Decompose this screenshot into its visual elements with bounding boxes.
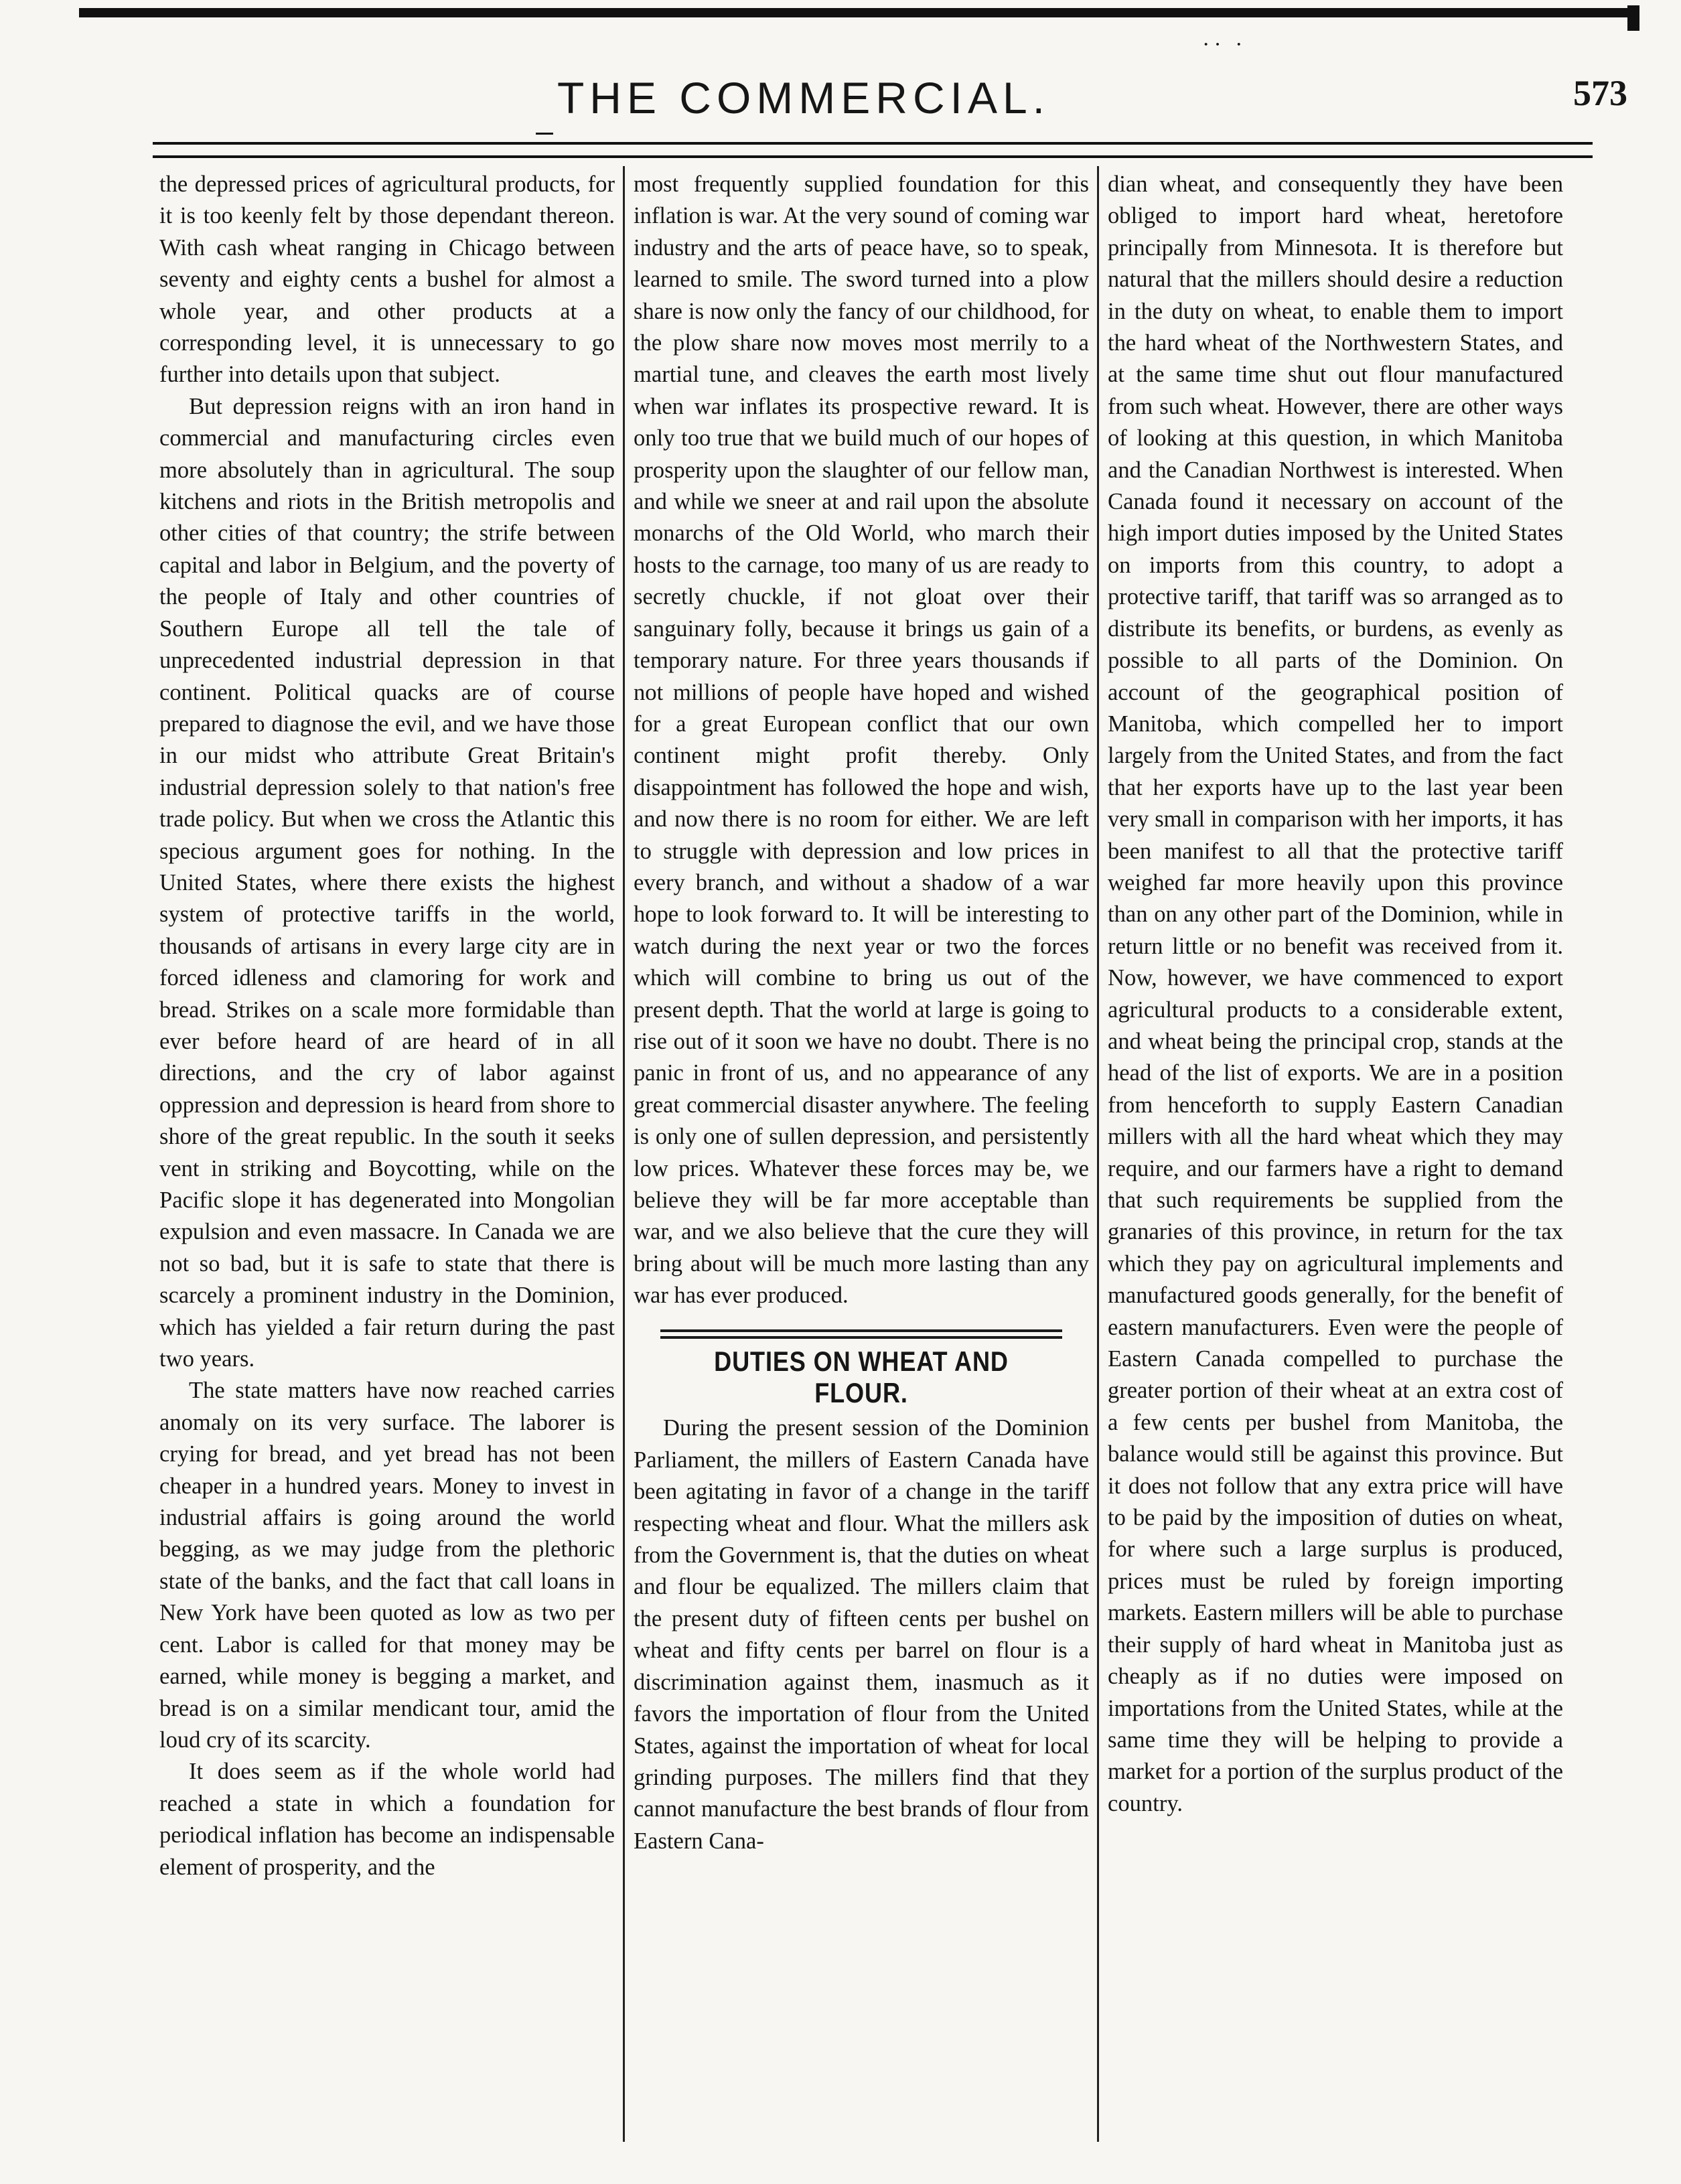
masthead-mark [536, 133, 553, 135]
paragraph: dian wheat, and consequently they have been obliged to import hard wheat, heretofore principally from Minnesota. It is therefore but natural that the millers should desire a reduction in the duty on wheat, to enable them to import the hard wheat of the Northwestern States, and at the same time shut out flour manufactured from such wheat. However, there are other ways of looking at this question, in which Manitoba and the Canadian Northwest is interested. When Canada found it necessary on account of the high import duties imposed by the United States on imports from this country, to adopt a protective tariff, that tariff was so arranged as to distribute its benefits, or burdens, as evenly as possible to all parts of the Dominion. On account of the geographical position of Manitoba, which compelled her to import largely from the United States, and from the fact that her exports have up to the last year been very small in comparison with her imports, it has been manifest to all that the protective tariff weighed far more heavily upon this province than on any other part of the Dominion, while in return little or no benefit was received from it. Now, however, we have commenced to export agricultural products to a considerable extent, and wheat being the principal crop, stands at the head of the list of exports. We are in a position from henceforth to supply Eastern Canadian millers with all the hard wheat which they may require, and our farmers have a right to demand that such requirements be supplied from the granaries of this province, in return for the tax which they pay on agricultural implements and manufactured goods generally, for the benefit of eastern manufacturers. Even were the people of Eastern Canada compelled to purchase the greater portion of their wheat at an extra cost of a few cents per bushel from Manitoba, the balance would still be against this province. But it does not follow that any extra price will have to be paid by the imposition of duties on wheat, for where such a large surplus is produced, prices must be ruled by foreign importing markets. Eastern millers will be able to purchase their supply of hard wheat in Manitoba just as cheaply as if no duties were imposed on importations from the United States, while at the same time they will be helping to provide a market for a portion of the surplus product of the country. [1108, 171, 1563, 1816]
column-divider-1 [623, 166, 625, 2142]
header-rule-top [153, 142, 1593, 145]
print-specks: ·· · [1202, 32, 1247, 57]
column-2 [634, 169, 1089, 1857]
paragraph: During the present session of the Dominion Parliament, the millers of Eastern Canada have been agitating in favor of a change in the tariff respecting wheat and flour. What the millers ask from the Government is, that the duties on wheat and flour be equalized. The millers claim that the present duty of fifteen cents per bushel on wheat and fifty cents per barrel on flour is a discrimination against them, inasmuch as it favors the importation of flour from the United States, against the importation of wheat for local grinding purposes. The millers find that they cannot manufacture the best brands of flour from Eastern Cana- [634, 1415, 1089, 1854]
column-3 [1108, 169, 1563, 1820]
paragraph: most frequently supplied foundation for this inflation is war. At the very sound of coming war industry and the arts of peace have, so to speak, learned to smile. The sword turned into a plow share is now only the fancy of our childhood, for the plow share now moves most merrily to a martial tune, and cleaves the earth most lively when war inflates its prospective reward. It is only too true that we build much of our hopes of prosperity upon the slaughter of our fellow man, and while we sneer at and rail upon the absolute monarchs of the Old World, who march their hosts to the carnage, too many of us are ready to secretly chuckle, if not gloat over their sanguinary folly, because it brings us gain of a temporary nature. For three years thousands if not millions of people have hoped and wished for a great European conflict that our own continent might profit thereby. Only disappointment has followed the hope and wish, and now there is no room for either. We are left to struggle with depression and low prices in every branch, and without a shadow of a war hope to look forward to. It will be interesting to watch during the next year or two the forces which will combine to bring us out of the present depth. That the world at large is going to rise out of it soon we have no doubt. There is no panic in front of us, and no appearance of any great commercial disaster anywhere. The feeling is only one of sullen depression, and persistently low prices. Whatever these forces may be, we believe they will be far more acceptable than war, and we also believe that the cure they will bring about will be much more lasting than any war has ever produced. [634, 171, 1089, 1309]
column-divider-2 [1097, 166, 1099, 2142]
paragraph: The state matters have now reached carries anomaly on its very surface. The laborer is crying for bread, and yet bread has not been cheaper in a hundred years. Money to invest in industrial affairs is going around the world begging, as we may judge from the plethoric state of the banks, and the fact that call loans in New York have been quoted as low as two per cent. Labor is called for that money may be earned, while money is begging a market, and bread is on a similar mendicant tour, amid the loud cry of its scarcity. [159, 1378, 615, 1753]
page-number: 573 [1573, 73, 1627, 113]
masthead [0, 72, 1681, 133]
page-title: THE COMMERCIAL. [557, 73, 1051, 123]
header-rule-bottom [153, 155, 1593, 158]
column-1 [159, 169, 615, 1883]
top-border-bar [79, 8, 1639, 17]
paragraph: the depressed prices of agricultural products, for it is too keenly felt by those dependant thereon. With cash wheat ranging in Chicago between seventy and eighty cents a bushel for almost a whole year, and other products at a corresponding level, it is unnecessary to go further into details upon that subject. [159, 171, 615, 388]
paragraph: But depression reigns with an iron hand in commercial and manufacturing circles even more absolutely than in agricultural. The soup kitchens and riots in the British metropolis and other cities of that country; the strife between capital and labor in Belgium, and the poverty of the people of Italy and other countries of Southern Europe all tell the tale of unprecedented industrial depression in that continent. Political quacks are of course prepared to diagnose the evil, and we have those in our midst who attribute Great Britain's industrial depression solely to that nation's free trade policy. But when we cross the Atlantic this specious argument goes for nothing. In the United States, where there exists the highest system of protective tariffs in the world, thousands of artisans in every large city are in forced idleness and clamoring for work and bread. Strikes on a scale more formidable than ever before heard of are heard of in all directions, and the cry of labor against oppression and depression is heard from shore to shore of the great republic. In the south it seeks vent in striking and Boycotting, while on the Pacific slope it has degenerated into Mongolian expulsion and even massacre. In Canada we are not so bad, but it is safe to state that there is scarcely a prominent industry in the Dominion, which has yielded a fair return during the past two years. [159, 393, 615, 1372]
section-divider [660, 1329, 1062, 1339]
paragraph: It does seem as if the whole world had reached a state in which a foundation for periodical inflation has become an indispensable element of prosperity, and the [159, 1759, 615, 1880]
top-border-end [1627, 5, 1639, 31]
article-headline: DUTIES ON WHEAT AND FLOUR. [714, 1345, 1009, 1409]
